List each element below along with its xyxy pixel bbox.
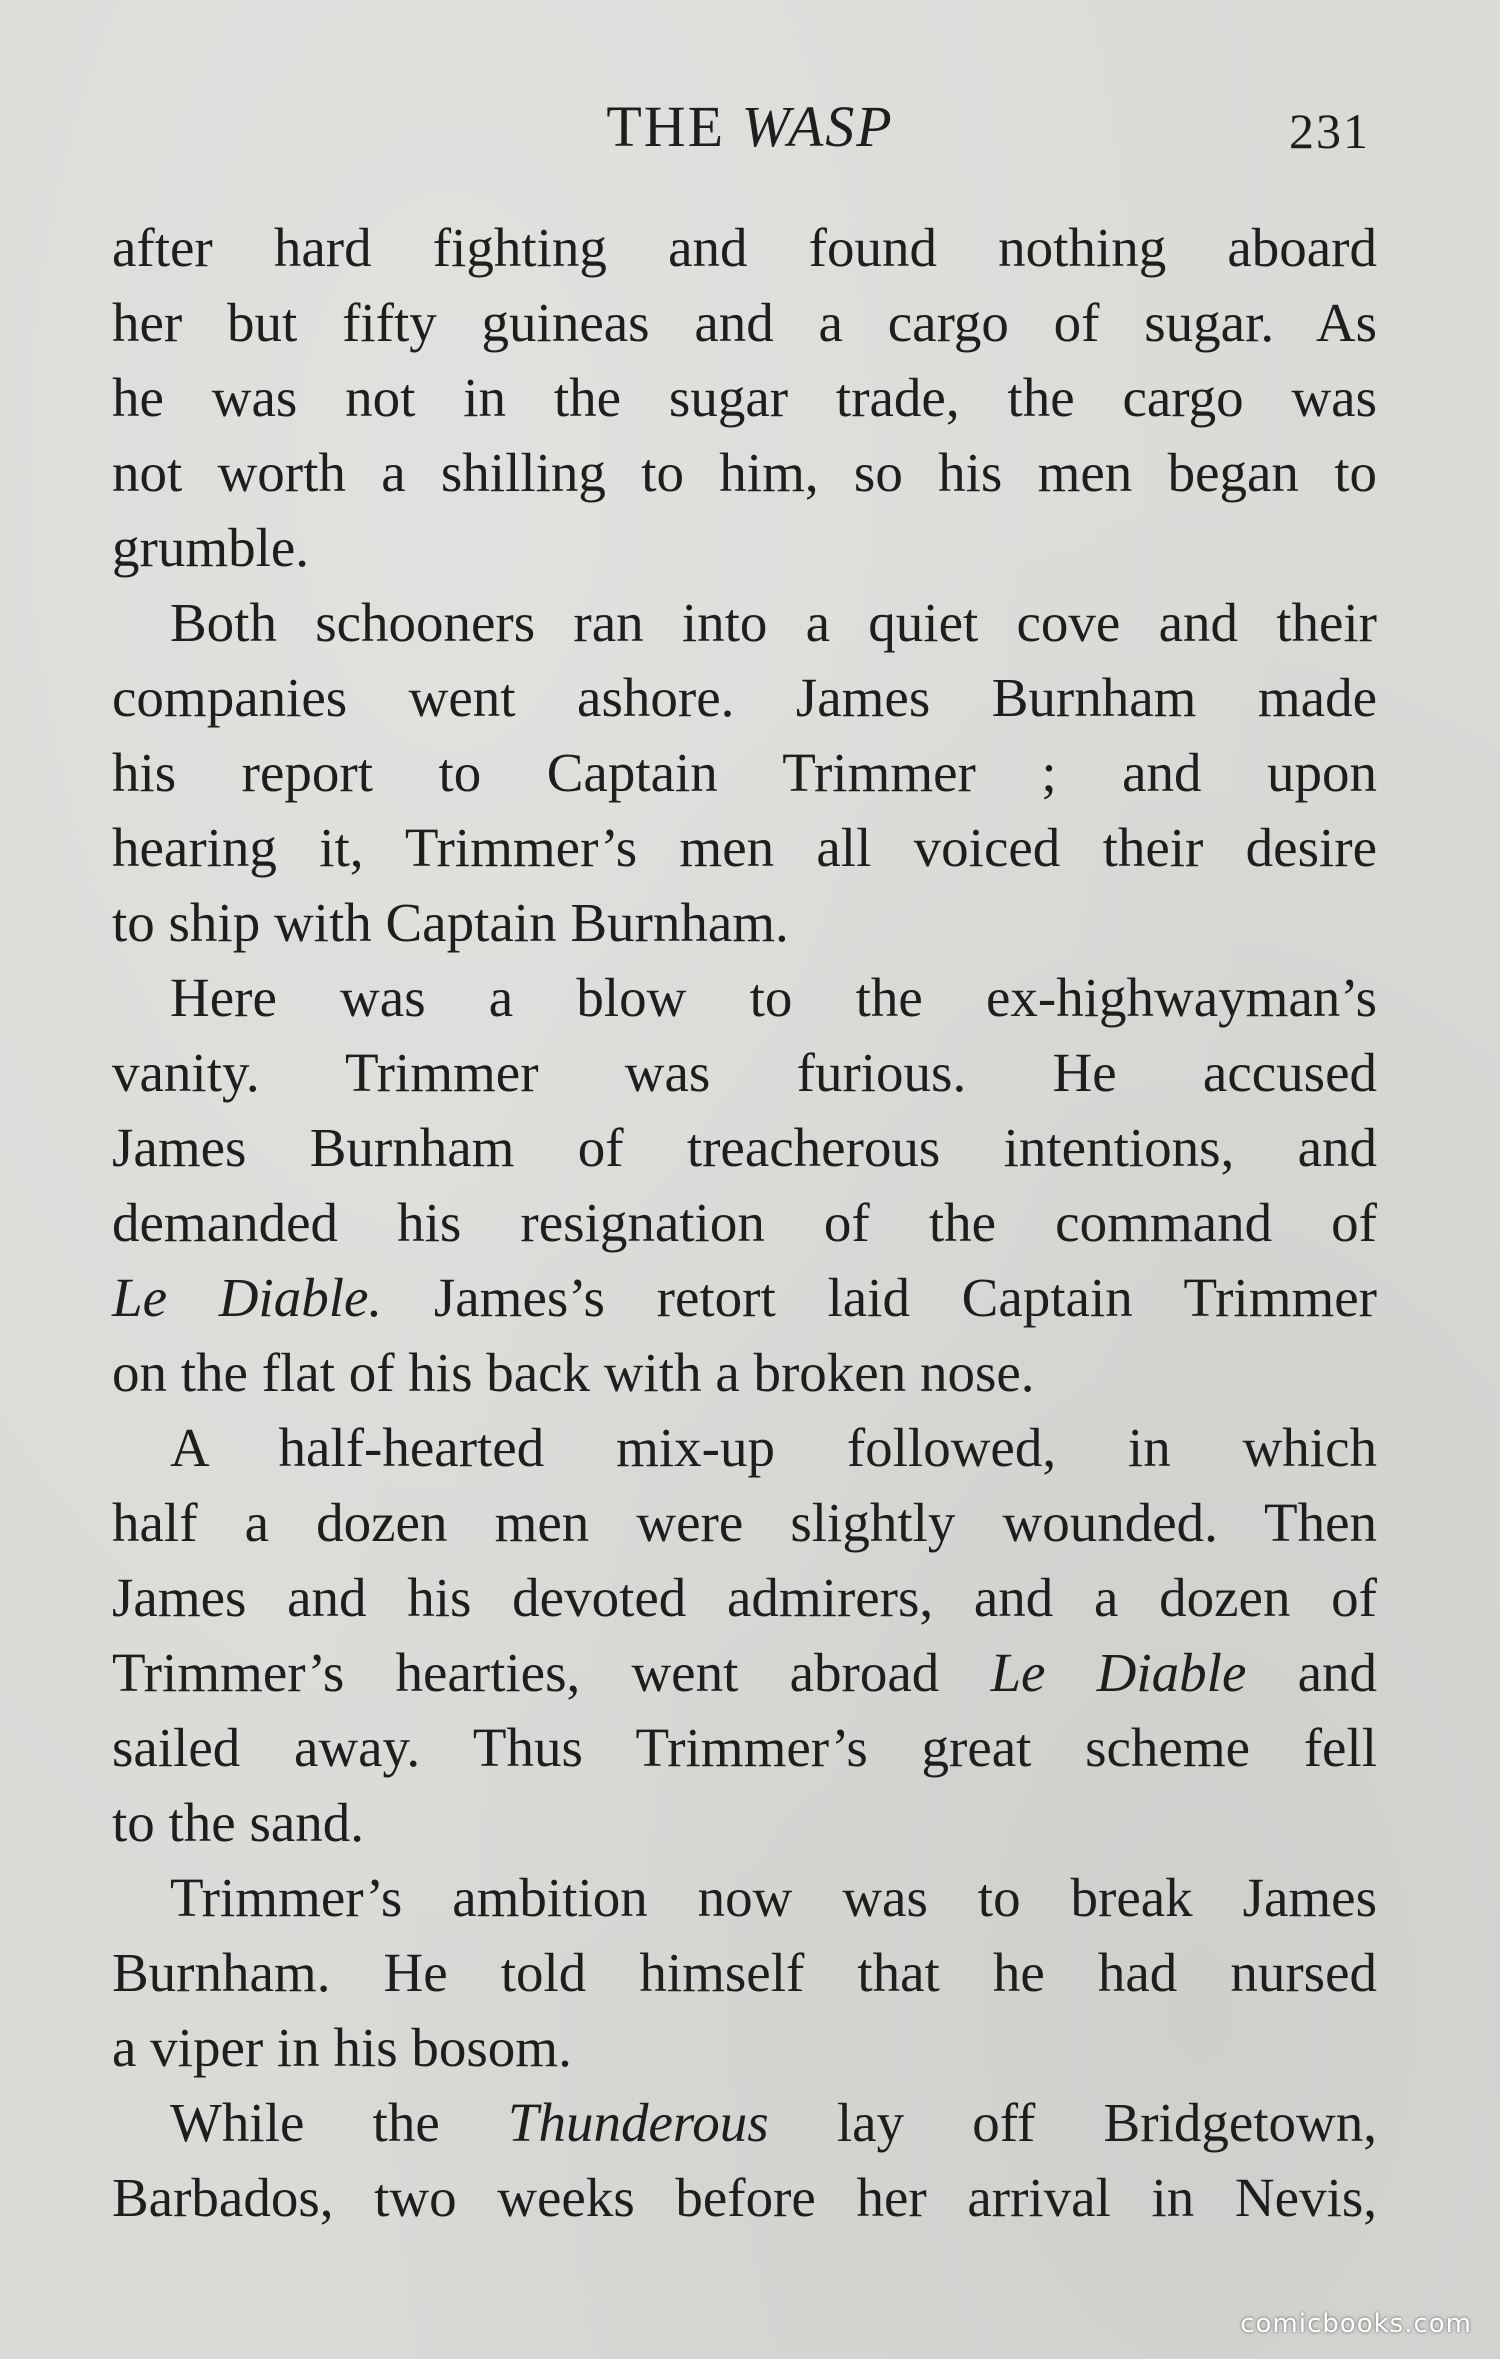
- text-segment: Trimmer’s hearties, went abroad: [112, 1642, 991, 1703]
- italic-ship-name: Le Diable: [990, 1642, 1247, 1703]
- text-line: [112, 2085, 1377, 2160]
- text-line: after hard fighting and found nothing aboard: [112, 217, 1377, 278]
- text-segment: James’s retort laid Captain Trimmer: [382, 1267, 1377, 1328]
- text-line: Both schooners ran into a quiet cove and their: [170, 592, 1377, 653]
- italic-ship-name: Le Diable.: [112, 1267, 383, 1328]
- text-line: Trimmer’s ambition now was to break James: [170, 1867, 1377, 1928]
- text-line: hearing it, Trimmer’s men all voiced their desire: [112, 817, 1377, 878]
- text-line: companies went ashore. James Burnham made: [112, 667, 1377, 728]
- text-line: sailed away. Thus Trimmer’s great scheme fell: [112, 1717, 1377, 1778]
- running-head-title: WASP: [741, 94, 894, 159]
- text-line: grumble.: [112, 517, 310, 578]
- italic-ship-name: Thunderous: [507, 2092, 769, 2153]
- text-line: on the flat of his back with a broken nose.: [112, 1342, 1035, 1403]
- text-line: half a dozen men were slightly wounded. Then: [112, 1492, 1377, 1553]
- text-segment: and: [1246, 1642, 1377, 1703]
- running-head-prefix: THE: [606, 94, 726, 159]
- text-line: James Burnham of treacherous intentions, and: [112, 1117, 1377, 1178]
- text-line: James and his devoted admirers, and a dozen of: [112, 1567, 1377, 1628]
- text-line: her but fifty guineas and a cargo of sugar. As: [112, 292, 1377, 353]
- text-line: a viper in his bosom.: [112, 2017, 572, 2078]
- page-header: [0, 92, 1500, 162]
- text-line: [112, 1635, 1377, 1710]
- text-segment: lay off Bridgetown,: [768, 2092, 1377, 2153]
- text-line: A half-hearted mix-up followed, in which: [170, 1417, 1377, 1478]
- text-line: he was not in the sugar trade, the cargo was: [112, 367, 1377, 428]
- text-line: demanded his resignation of the command of: [112, 1192, 1377, 1253]
- text-line: Burnham. He told himself that he had nursed: [112, 1942, 1377, 2003]
- page-number: 231: [1289, 103, 1370, 159]
- text-line: [112, 1260, 1377, 1335]
- running-head: [0, 92, 1500, 162]
- text-segment: While the: [170, 2092, 508, 2153]
- text-line: not worth a shilling to him, so his men began to: [112, 442, 1377, 503]
- text-line: Barbados, two weeks before her arrival in Nevis,: [112, 2167, 1377, 2228]
- text-line: vanity. Trimmer was furious. He accused: [112, 1042, 1377, 1103]
- text-line: to ship with Captain Burnham.: [112, 892, 789, 953]
- text-line: his report to Captain Trimmer ; and upon: [112, 742, 1377, 803]
- body-text: [112, 210, 1377, 2235]
- text-line: to the sand.: [112, 1792, 365, 1853]
- text-line: Here was a blow to the ex-highwayman’s: [170, 967, 1377, 1028]
- watermark: comicbooks.com: [1240, 2309, 1472, 2339]
